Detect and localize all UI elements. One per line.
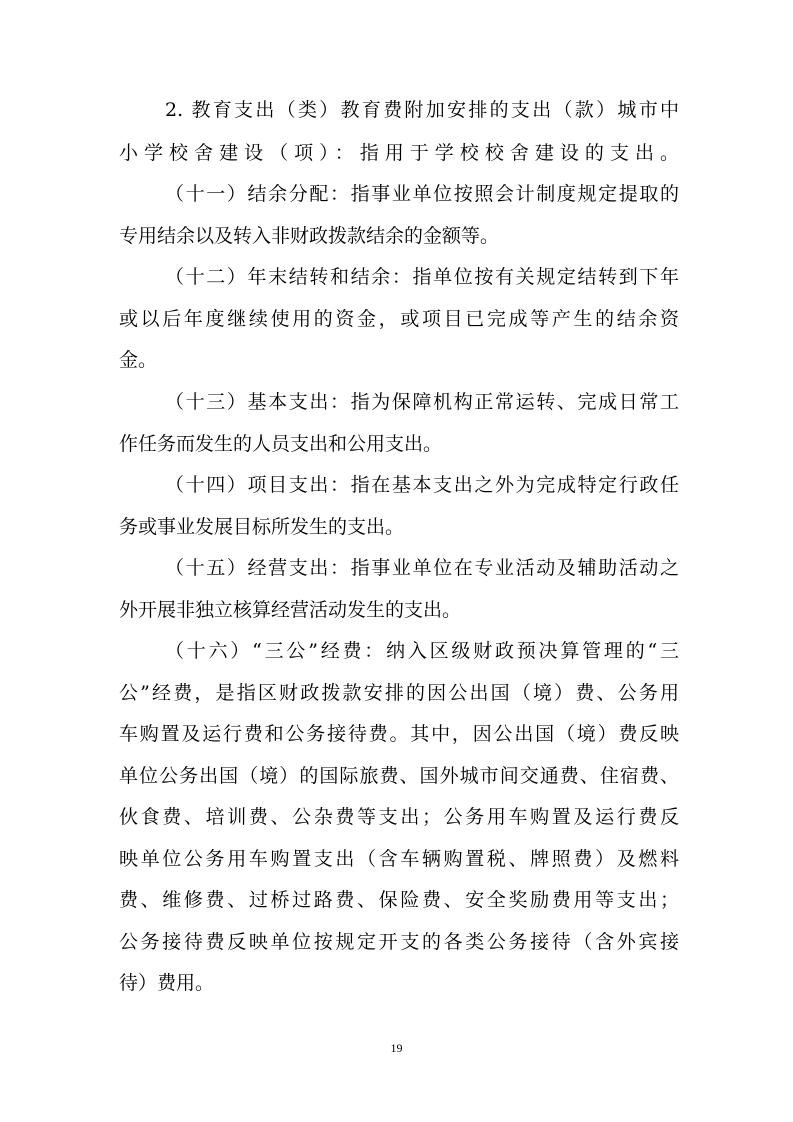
text-line: （十三）基本支出：指为保障机构正常运转、完成日常工: [165, 391, 679, 413]
text-line: （十一）结余分配：指事业单位按照会计制度规定提取的: [165, 183, 679, 205]
text-line: 2. 教育支出（类）教育费附加安排的支出（款）城市中: [165, 99, 679, 121]
text-line: （十五）经营支出：指事业单位在专业活动及辅助活动之: [165, 557, 679, 579]
text-line: 费、维修费、过桥过路费、保险费、安全奖励费用等支出；: [119, 889, 679, 911]
text-line: 务或事业发展目标所发生的支出。: [119, 516, 405, 538]
text-line: 公”经费，是指区财政拨款安排的因公出国（境）费、公务用: [119, 682, 679, 704]
text-line: 伙食费、培训费、公杂费等支出；公务用车购置及运行费反: [119, 806, 679, 828]
text-line: 作任务而发生的人员支出和公用支出。: [119, 433, 443, 455]
text-line: 小学校舍建设（项）：指用于学校校舍建设的支出。: [119, 142, 679, 164]
text-line: 待）费用。: [119, 972, 215, 994]
page-number: 19: [390, 1041, 403, 1055]
text-line: 车购置及运行费和公务接待费。其中，因公出国（境）费反映: [119, 723, 679, 745]
text-line: 专用结余以及转入非财政拨款结余的金额等。: [119, 225, 500, 247]
text-line: 金。: [119, 349, 158, 371]
text-line: 或以后年度继续使用的资金，或项目已完成等产生的结余资: [119, 308, 679, 330]
text-line: （十六）“三公”经费：纳入区级财政预决算管理的“三: [165, 640, 679, 662]
text-line: 外开展非独立核算经营活动发生的支出。: [119, 599, 462, 621]
text-line: 映单位公务用车购置支出（含车辆购置税、牌照费）及燃料: [119, 848, 679, 870]
text-line: （十四）项目支出：指在基本支出之外为完成特定行政任: [165, 474, 679, 496]
text-line: 单位公务出国（境）的国际旅费、国外城市间交通费、住宿费、: [119, 765, 679, 787]
text-line: （十二）年末结转和结余：指单位按有关规定结转到下年: [165, 266, 679, 288]
text-line: 公务接待费反映单位按规定开支的各类公务接待（含外宾接: [119, 931, 679, 953]
